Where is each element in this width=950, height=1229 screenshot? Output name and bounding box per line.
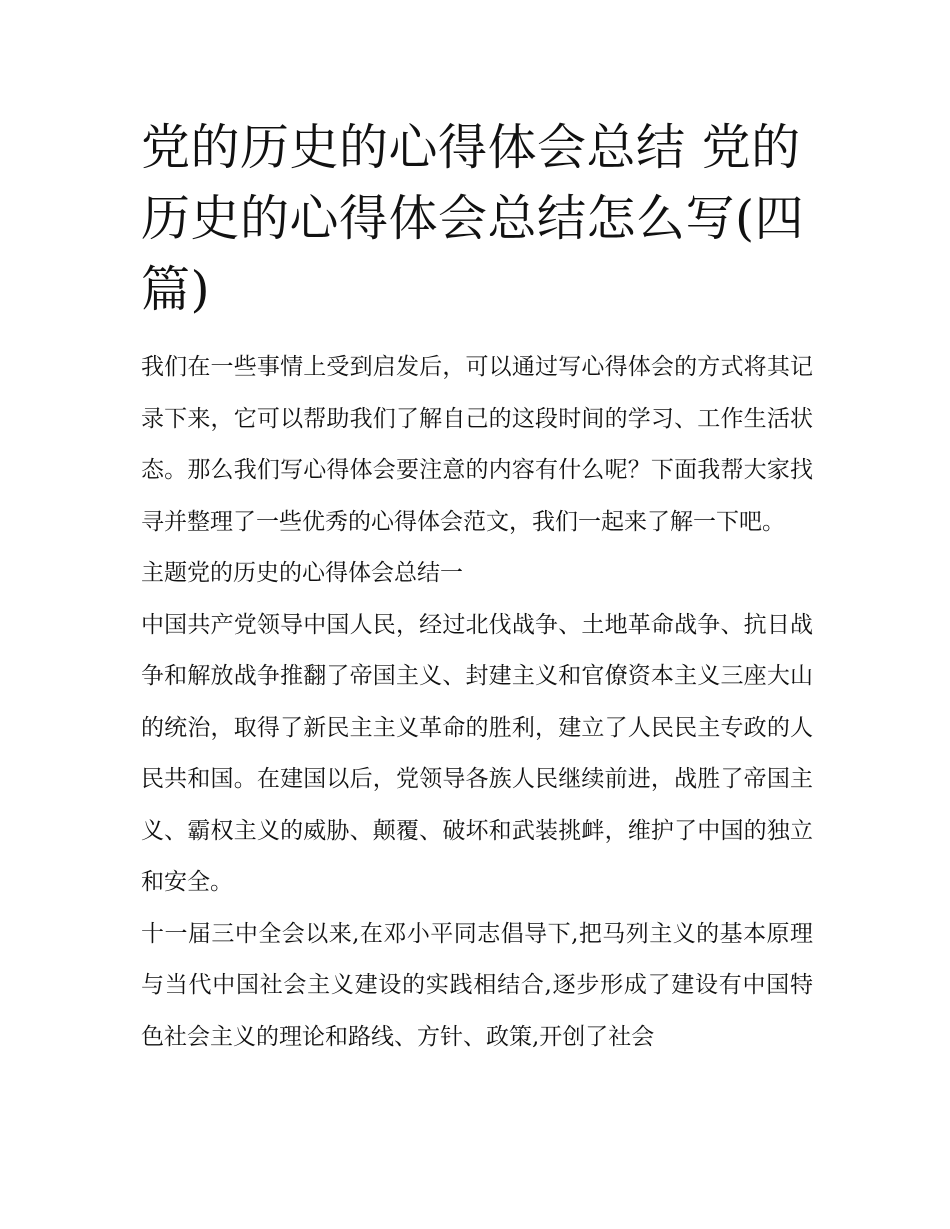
document-title: 党的历史的心得体会总结 党的历史的心得体会总结怎么写(四篇) — [141, 119, 805, 318]
body-paragraph-1: 中国共产党领导中国人民，经过北伐战争、土地革命战争、抗日战争和解放战争推翻了帝国主义、封建主义和官僚资本主义三座大山的统治，取得了新民主主义革命的胜利，建立了人民民主专政的人民共和国。在建国以后，党领导各族人民继续前进，战胜了帝国主义、霸权主义的威胁、颠覆、破坏和武装挑衅，维护了中国的独立和安全。 — [141, 611, 813, 895]
intro-paragraph: 我们在一些事情上受到启发后，可以通过写心得体会的方式将其记录下来，它可以帮助我们了解自己的这段时间的学习、工作生活状态。那么我们写心得体会要注意的内容有什么呢？下面我帮大家找寻并整理了一些优秀的心得体会范文，我们一起来了解一下吧。 — [141, 354, 813, 535]
document-body — [141, 112, 813, 1063]
section-heading: 主题党的历史的心得体会总结一 — [141, 560, 463, 586]
body-paragraph-2: 十一届三中全会以来,在邓小平同志倡导下,把马列主义的基本原理与当代中国社会主义建设的实践相结合,逐步形成了建设有中国特色社会主义的理论和路线、方针、政策,开创了社会 — [141, 920, 813, 1050]
